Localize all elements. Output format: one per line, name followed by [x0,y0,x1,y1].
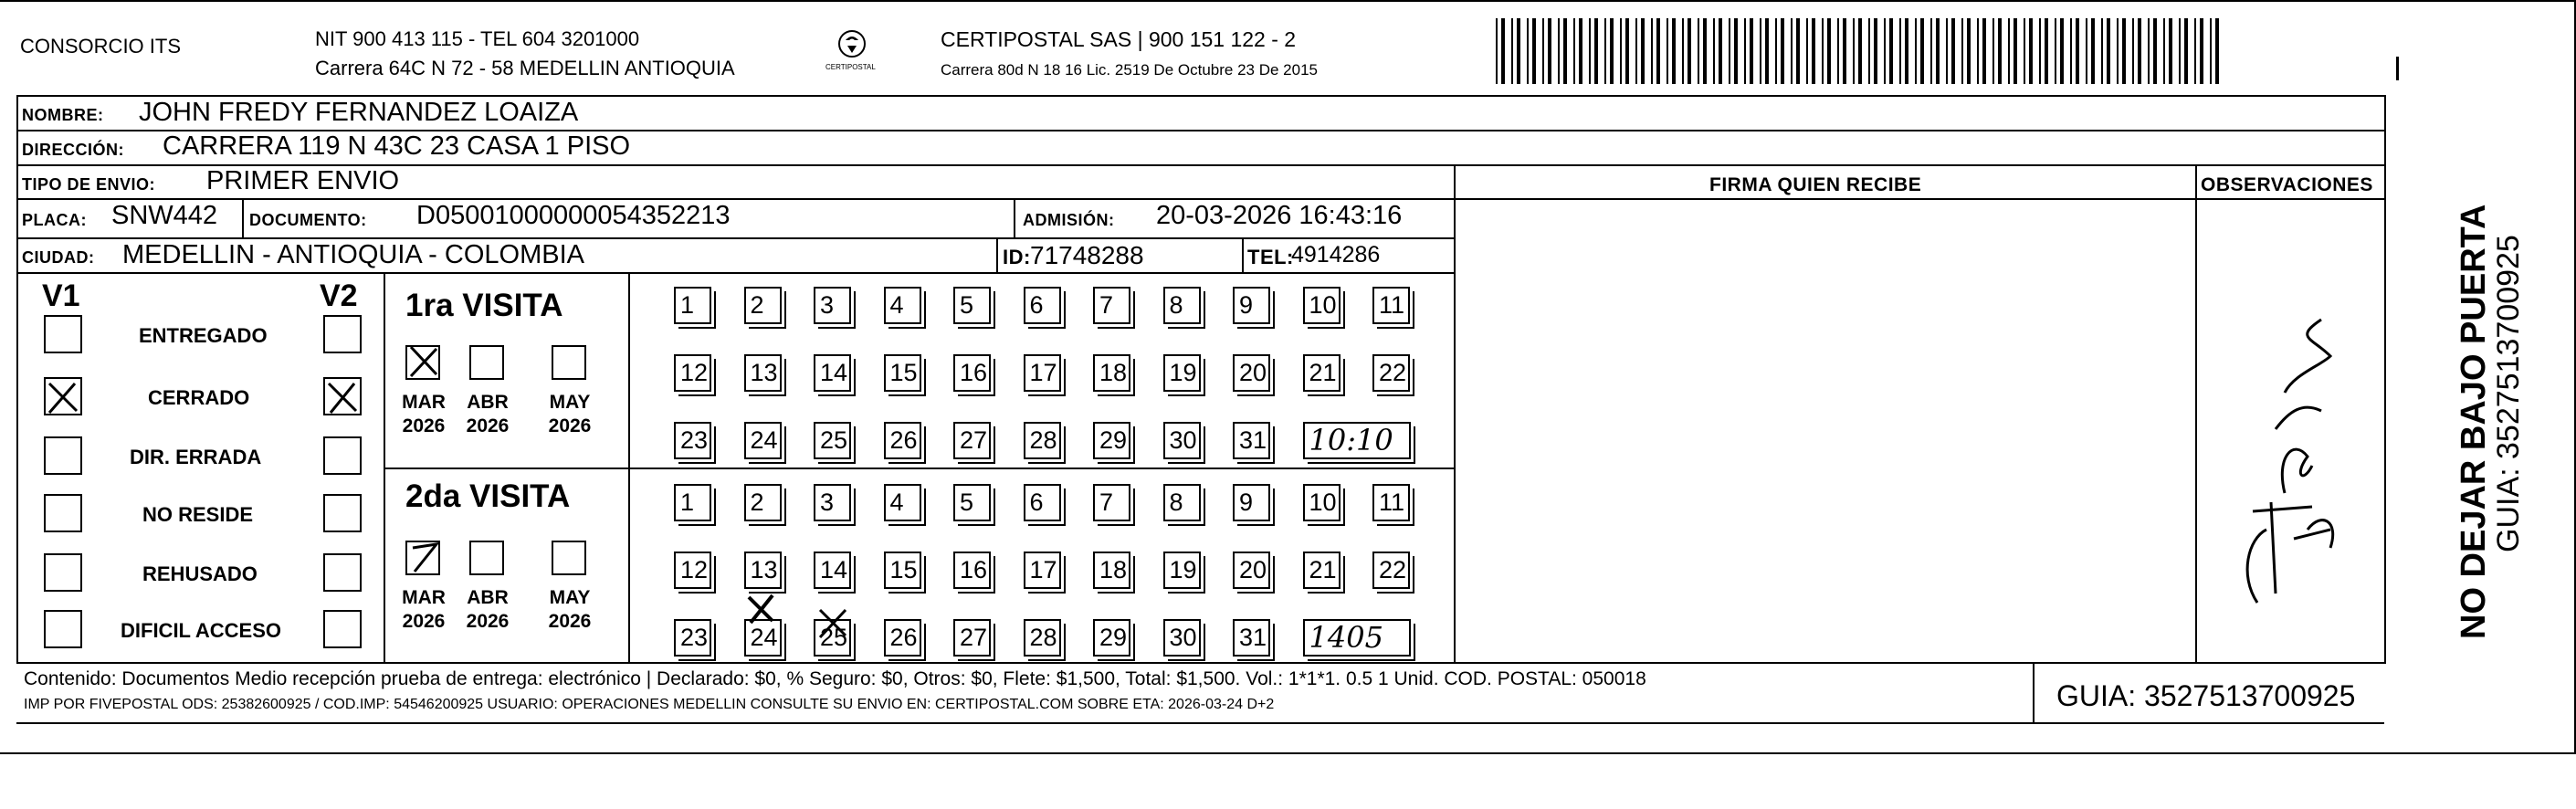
month-year: 2026 [548,415,592,436]
visit2-day-12[interactable]: 12 [674,552,711,589]
barcode-bar [1791,18,1793,84]
nombre-value: JOHN FREDY FERNANDEZ LOAIZA [139,98,579,127]
checkmark-v2-mar [405,539,442,575]
ciudad-label: CIUDAD: [22,248,95,267]
month-year: 2026 [402,415,446,436]
checkmark-x-day-24-v1 [741,590,780,628]
visit1-day-11[interactable]: 11 [1372,287,1410,324]
top-border [0,0,2576,2]
status-label: CERRADO [148,386,250,409]
barcode-bar [2039,18,2041,84]
visit1-day-17[interactable]: 17 [1024,354,1061,392]
barcode-bar [1982,18,1986,84]
barcode-bar [1889,18,1893,84]
barcode-bar [1698,18,1699,84]
barcode-bar [2117,18,2119,84]
carrier-line: CERTIPOSTAL SAS | 900 151 122 - 2 [941,27,1297,51]
firma-header: FIRMA QUIEN RECIBE [1709,174,1922,195]
barcode-bar [2153,18,2157,84]
v1-checkbox-2[interactable] [44,436,82,475]
barcode-bar [2210,18,2212,84]
barcode-bar [1532,18,1536,84]
barcode-bar [2148,18,2150,84]
barcode-bar [1765,18,1769,84]
tel-value: 4914286 [1291,242,1381,268]
visit2-day-21[interactable]: 21 [1303,552,1341,589]
v2-label: V2 [320,278,358,313]
barcode-bar [1672,18,1676,84]
visit2-day-1[interactable]: 1 [674,484,711,521]
visit1-day-10[interactable]: 10 [1303,287,1341,324]
visit2-day-10[interactable]: 10 [1303,484,1341,521]
barcode-bar [1682,18,1684,84]
line-grid-top [16,272,1454,274]
visit2-day-20[interactable]: 20 [1233,552,1270,589]
month-name: ABR [467,587,509,608]
visit2-month-label [460,586,515,634]
visit1-day-24[interactable]: 24 [744,422,782,459]
month-year: 2026 [402,611,446,632]
documento-label: DOCUMENTO: [249,211,367,229]
v1-checkbox-5[interactable] [44,610,82,648]
documento-value: D05001000000054352213 [416,201,731,230]
visit1-day-14[interactable]: 14 [814,354,851,392]
visit1-day-5[interactable]: 5 [953,287,991,324]
id-divider [996,237,998,272]
footer-imp-line: IMP POR FIVEPOSTAL ODS: 25382600925 / COD.IMP: 54546200925 USUARIO: OPERACIONES MEDELLIN CONSULTE SU ENVIO EN: CERTIPOSTAL.COM SOBRE ETA: 2026-03-24 D+2 [24,697,1275,712]
checkmark-x-v1-cerrado [44,378,82,416]
barcode-bar [1594,18,1598,84]
visit1-day-22[interactable]: 22 [1372,354,1410,392]
barcode-bar [2013,18,2017,84]
line-nombre-top [16,95,2384,97]
visit1-day-16[interactable]: 16 [953,354,991,392]
barcode-bar [1734,18,1738,84]
barcode-bar [1868,18,1870,84]
line-placa-top [16,198,2384,200]
visit2-day-24[interactable]: 24 [744,619,782,657]
barcode-bar [1517,18,1520,84]
visit2-day-9[interactable]: 9 [1233,484,1270,521]
visit2-day-22[interactable]: 22 [1372,552,1410,589]
barcode-bar [2086,18,2087,84]
visit2-month-checkbox-1[interactable] [469,541,504,575]
month-name: MAY [549,392,591,413]
barcode-bar [2008,18,2010,84]
barcode-bar [2055,18,2056,84]
visit1-day-30[interactable]: 30 [1163,422,1201,459]
main-left-border [16,95,18,664]
visit2-day-6[interactable]: 6 [1024,484,1061,521]
visit2-day-28[interactable]: 28 [1024,619,1061,657]
visit2-month-label [396,586,451,634]
visit2-day-3[interactable]: 3 [814,484,851,521]
status-label: REHUSADO [142,562,258,585]
v2-checkbox-4[interactable] [323,553,362,592]
barcode-bar [1501,18,1505,84]
visit1-day-21[interactable]: 21 [1303,354,1341,392]
barcode-bar [1713,18,1715,84]
id-value: 71748288 [1030,241,1144,269]
direccion-value: CARRERA 119 N 43C 23 CASA 1 PISO [163,131,631,161]
visit2-day-30[interactable]: 30 [1163,619,1201,657]
barcode-bar [1858,18,1862,84]
barcode-bar [1843,18,1846,84]
month-name: MAR [402,587,446,608]
barcode-bar [1992,18,1994,84]
v2-checkbox-5[interactable] [323,610,362,648]
barcode-bar [1688,18,1691,84]
status-label: ENTREGADO [139,324,268,347]
barcode-bar [1573,18,1575,84]
company-address: Carrera 64C N 72 - 58 MEDELLIN ANTIOQUIA [315,57,735,79]
barcode-bar [2091,18,2095,84]
footer-bottom [16,722,2384,724]
barcode-bar [2215,18,2219,84]
barcode-bar [1920,18,1924,84]
barcode-bar [2184,18,2188,84]
v1-label: V1 [42,278,80,313]
placa-value: SNW442 [111,201,218,230]
barcode-bar [2024,18,2025,84]
visit2-day-19[interactable]: 19 [1163,552,1201,589]
barcode-bar [1589,18,1591,84]
barcode-bar [1620,18,1622,84]
placa-divider [242,198,244,237]
admision-value: 20-03-2026 16:43:16 [1156,201,1403,230]
tipo-value: PRIMER ENVIO [206,166,400,195]
admision-divider [1014,198,1015,237]
barcode-bar [1760,18,1761,84]
barcode-bar [1946,18,1948,84]
barcode-icon [1496,18,2226,84]
v1-checkbox-0[interactable] [44,315,82,353]
status-label: DIFICIL ACCESO [121,619,282,642]
barcode-bar [2179,18,2181,84]
barcode-bar [2132,18,2134,84]
tipo-label: TIPO DE ENVIO: [22,175,156,194]
visit2-month-checkbox-2[interactable] [552,541,586,575]
visit1-day-12[interactable]: 12 [674,354,711,392]
carrier-address: Carrera 80d N 18 16 Lic. 2519 De Octubre 23 De 2015 [941,61,1318,79]
firma-left-border [1454,164,1456,664]
barcode-bar [1750,18,1753,84]
barcode-bar [1905,18,1908,84]
barcode-bar [1781,18,1784,84]
visit2-day-16[interactable]: 16 [953,552,991,589]
month-year: 2026 [466,415,510,436]
barcode-bar [1496,18,1498,84]
mark-tick [2396,57,2399,80]
placa-label: PLACA: [22,211,87,229]
barcode-bar [1604,18,1606,84]
visit1-day-20[interactable]: 20 [1233,354,1270,392]
visit1-day-2[interactable]: 2 [744,287,782,324]
barcode-bar [2045,18,2048,84]
visit1-month-label [542,391,597,438]
barcode-bar [1915,18,1917,84]
visit2-day-14[interactable]: 14 [814,552,851,589]
barcode-bar [2060,18,2064,84]
barcode-bar [1899,18,1901,84]
month-year: 2026 [548,611,592,632]
logo-text: CERTIPOSTAL [825,63,876,71]
visit2-day-31[interactable]: 31 [1233,619,1270,657]
barcode-bar [2122,18,2126,84]
barcode-bar [1729,18,1730,84]
visit2-day-7[interactable]: 7 [1093,484,1130,521]
barcode-bar [1548,18,1551,84]
visit1-day-26[interactable]: 26 [884,422,921,459]
visit2-day-26[interactable]: 26 [884,619,921,657]
barcode-bar [1998,18,2002,84]
barcode-bar [1977,18,1979,84]
barcode-bar [1579,18,1582,84]
barcode-bar [1635,18,1637,84]
visit1-day-1[interactable]: 1 [674,287,711,324]
barcode-bar [1667,18,1668,84]
footer-contenido: Contenido: Documentos Medio recepción prueba de entrega: electrónico | Declarado: $0, % Seguro: $0, Otros: $0, Flete: $1,500, Total: $1,500. Vol.: 1*1*1. 0.5 1 Unid. COD. POSTAL: 050018 [24,668,1646,689]
barcode-bar [1641,18,1645,84]
company-name: CONSORCIO ITS [20,35,182,58]
visit1-time-box[interactable]: 10:10 [1303,422,1411,459]
barcode-bar [1874,18,1877,84]
barcode-bar [1951,18,1955,84]
v2-checkbox-3[interactable] [323,494,362,532]
visit1-day-6[interactable]: 6 [1024,287,1061,324]
visit1-day-18[interactable]: 18 [1093,354,1130,392]
barcode-bar [2029,18,2033,84]
checkmark-x-day-25-v2 [815,604,853,643]
month-name: MAR [402,392,446,413]
status-label: NO RESIDE [142,503,254,526]
visit1-day-25[interactable]: 25 [814,422,851,459]
visit2-day-8[interactable]: 8 [1163,484,1201,521]
v1-checkbox-3[interactable] [44,494,82,532]
direccion-label: DIRECCIÓN: [22,141,124,159]
barcode-bar [2169,18,2172,84]
v2-checkbox-2[interactable] [323,436,362,475]
admision-label: ADMISIÓN: [1023,211,1115,229]
main-right-border [2384,95,2386,664]
signature-image [2221,301,2358,621]
visit2-day-11[interactable]: 11 [1372,484,1410,521]
barcode-bar [1563,18,1567,84]
obs-left-border [2195,164,2197,664]
barcode-bar [1625,18,1629,84]
barcode-bar [1837,18,1839,84]
visit2-time-box[interactable]: 1405 [1303,619,1411,657]
side-guia: GUIA: 3527513700925 [2491,235,2526,552]
barcode-bar [1703,18,1707,84]
v1-checkbox-4[interactable] [44,553,82,592]
visit1-day-8[interactable]: 8 [1163,287,1201,324]
visit1-day-3[interactable]: 3 [814,287,851,324]
visit2-day-29[interactable]: 29 [1093,619,1130,657]
visit1-day-9[interactable]: 9 [1233,287,1270,324]
footer-top [16,662,2384,664]
nombre-label: NOMBRE: [22,106,104,124]
ciudad-value: MEDELLIN - ANTIOQUIA - COLOMBIA [122,240,584,269]
barcode-bar [1822,18,1824,84]
barcode-bar [1775,18,1777,84]
barcode-bar [1967,18,1971,84]
tel-label: TEL: [1247,246,1294,268]
barcode-bar [2163,18,2165,84]
nit-line: NIT 900 413 115 - TEL 604 3201000 [315,27,640,50]
visit1-day-27[interactable]: 27 [953,422,991,459]
barcode-bar [1936,18,1940,84]
month-name: MAY [549,587,591,608]
barcode-bar [1806,18,1808,84]
id-label: ID: [1003,246,1031,268]
month-year: 2026 [466,611,510,632]
v2-checkbox-0[interactable] [323,315,362,353]
visit1-day-31[interactable]: 31 [1233,422,1270,459]
visit1-month-checkbox-2[interactable] [552,345,586,380]
barcode-bar [2070,18,2072,84]
month-name: ABR [467,392,509,413]
status-label: DIR. ERRADA [130,446,262,468]
visit1-day-28[interactable]: 28 [1024,422,1061,459]
checkmark-x-v2-cerrado [323,378,362,416]
checkmark-x-v1-mar [405,343,442,380]
visit1-day-23[interactable]: 23 [674,422,711,459]
barcode-bar [1719,18,1722,84]
visit1-day-7[interactable]: 7 [1093,287,1130,324]
barcode-bar [1610,18,1614,84]
visit1-title: 1ra VISITA [405,288,563,323]
visit2-day-27[interactable]: 27 [953,619,991,657]
visit1-month-checkbox-1[interactable] [469,345,504,380]
visit-row-divider [384,468,1454,469]
guia-box-divider [2033,662,2035,724]
visit1-month-label [460,391,515,438]
visit1-month-label [396,391,451,438]
visit2-day-23[interactable]: 23 [674,619,711,657]
tel-divider [1242,237,1244,272]
barcode-bar [1744,18,1746,84]
line-ciudad-top [16,237,1454,239]
visit2-day-18[interactable]: 18 [1093,552,1130,589]
visit2-day-25[interactable]: 25 [814,619,851,657]
barcode-bar [1930,18,1932,84]
barcode-bar [1542,18,1544,84]
visit2-day-2[interactable]: 2 [744,484,782,521]
barcode-bar [1853,18,1855,84]
barcode-bar [2107,18,2110,84]
barcode-bar [1558,18,1560,84]
guia-box: GUIA: 3527513700925 [2056,679,2356,712]
barcode-bar [1827,18,1831,84]
visit2-day-4[interactable]: 4 [884,484,921,521]
barcode-bar [2194,18,2196,84]
barcode-bar [1961,18,1963,84]
barcode-bar [1884,18,1886,84]
barcode-bar [1656,18,1660,84]
visit2-day-17[interactable]: 17 [1024,552,1061,589]
visit2-day-15[interactable]: 15 [884,552,921,589]
visit2-day-5[interactable]: 5 [953,484,991,521]
barcode-bar [1511,18,1513,84]
barcode-bar [2076,18,2079,84]
visit1-day-13[interactable]: 13 [744,354,782,392]
barcode-bar [1812,18,1815,84]
visit1-day-29[interactable]: 29 [1093,422,1130,459]
barcode-bar [1796,18,1800,84]
barcode-bar [2200,18,2203,84]
barcode-bar [2138,18,2141,84]
bottom-border [0,752,2576,754]
visit1-day-4[interactable]: 4 [884,287,921,324]
barcode-bar [1527,18,1529,84]
certipostal-logo [820,27,884,82]
visit1-day-19[interactable]: 19 [1163,354,1201,392]
visit2-title: 2da VISITA [405,478,571,514]
visit2-month-label [542,586,597,634]
no-dejar-bajo-puerta: NO DEJAR BAJO PUERTA [2455,204,2493,639]
observaciones-header: OBSERVACIONES [2201,174,2373,195]
barcode-bar [1651,18,1653,84]
visit1-day-15[interactable]: 15 [884,354,921,392]
barcode-bar [2101,18,2103,84]
visit2-day-13[interactable]: 13 [744,552,782,589]
